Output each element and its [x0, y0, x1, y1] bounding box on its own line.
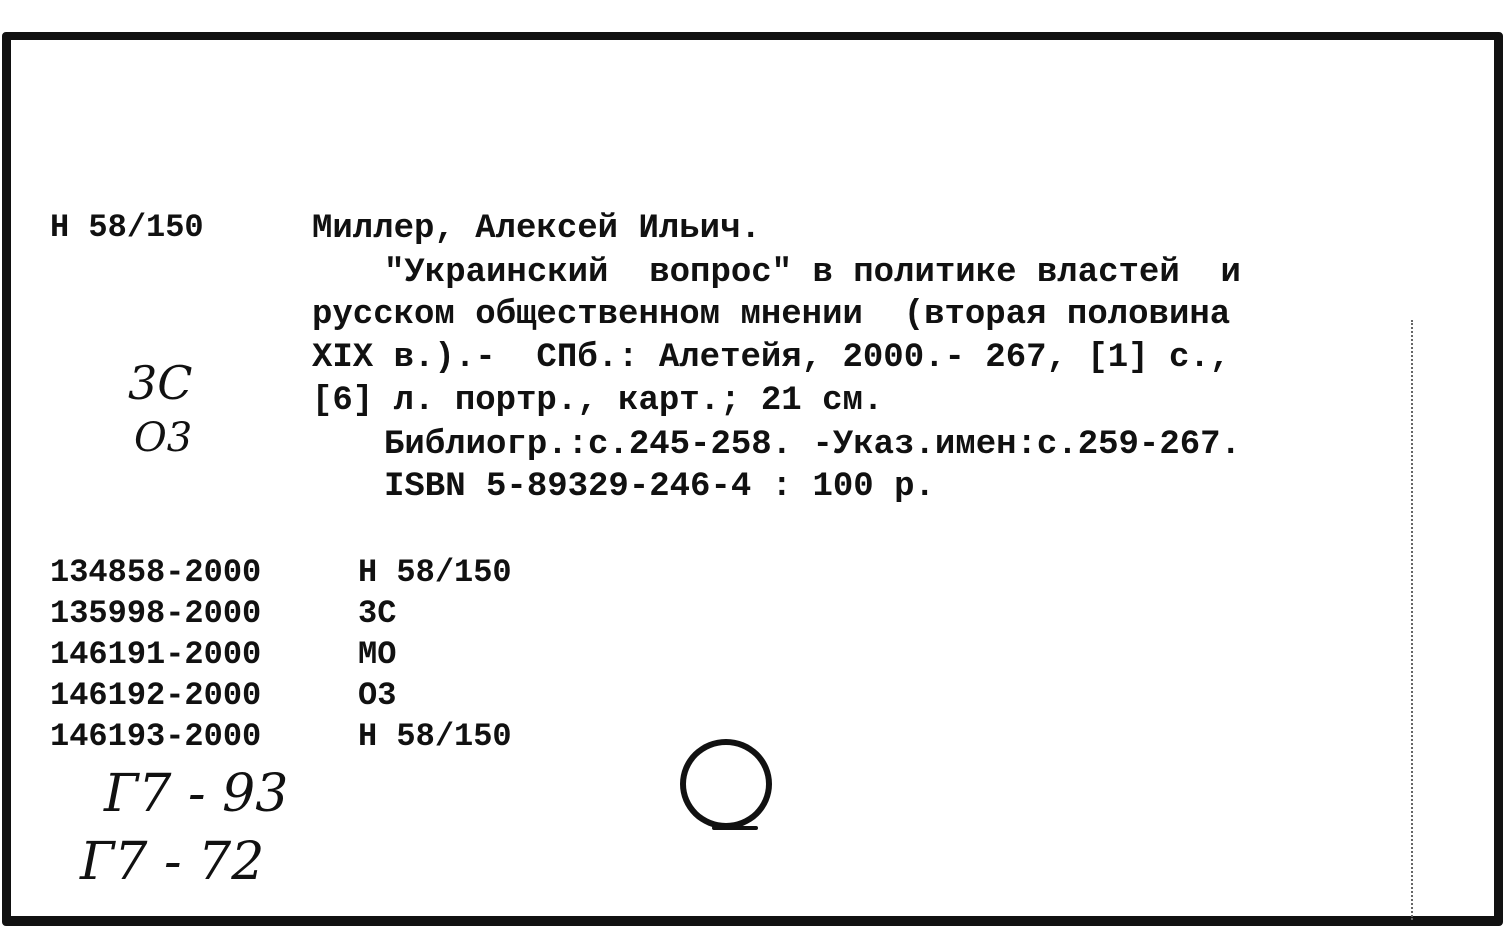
title-line-2: русском общественном мнении (вторая половина — [312, 296, 1231, 334]
notes-line-1: Библиогр.:с.245-258. -Указ.имен:с.259-267. — [384, 426, 1241, 464]
notes-line-2: ISBN 5-89329-246-4 : 100 р. — [384, 468, 935, 506]
holding-number: 146192-2000 — [50, 677, 262, 714]
punched-circle-shadow — [712, 826, 758, 830]
title-line-3: XIX в.).- СПб.: Алетейя, 2000.- 267, [1] с., — [312, 339, 1231, 377]
title-line-4: [6] л. портр., карт.; 21 см. — [312, 382, 884, 420]
holding-location: Н 58/150 — [358, 718, 512, 755]
edge-dotted-line — [1411, 320, 1413, 920]
handwritten-class-2: Г7 - 72 — [80, 832, 265, 892]
holding-number: 146193-2000 — [50, 718, 262, 755]
author-heading: Миллер, Алексей Ильич. — [312, 210, 761, 248]
handwritten-class-1: Г7 - 93 — [104, 764, 289, 824]
holding-location: МО — [358, 636, 397, 673]
holding-location: 3С — [358, 595, 397, 632]
holding-number: 146191-2000 — [50, 636, 262, 673]
punched-circle-mark — [680, 739, 772, 829]
handwritten-code-1: 3С — [128, 356, 193, 410]
call-number: Н 58/150 — [50, 209, 204, 246]
title-line-1: "Украинский вопрос" в политике властей и — [384, 254, 1241, 292]
holding-number: 134858-2000 — [50, 554, 262, 591]
holding-number: 135998-2000 — [50, 595, 262, 632]
handwritten-code-2: О3 — [134, 415, 193, 461]
holding-location: О3 — [358, 677, 397, 714]
holding-location: Н 58/150 — [358, 554, 512, 591]
